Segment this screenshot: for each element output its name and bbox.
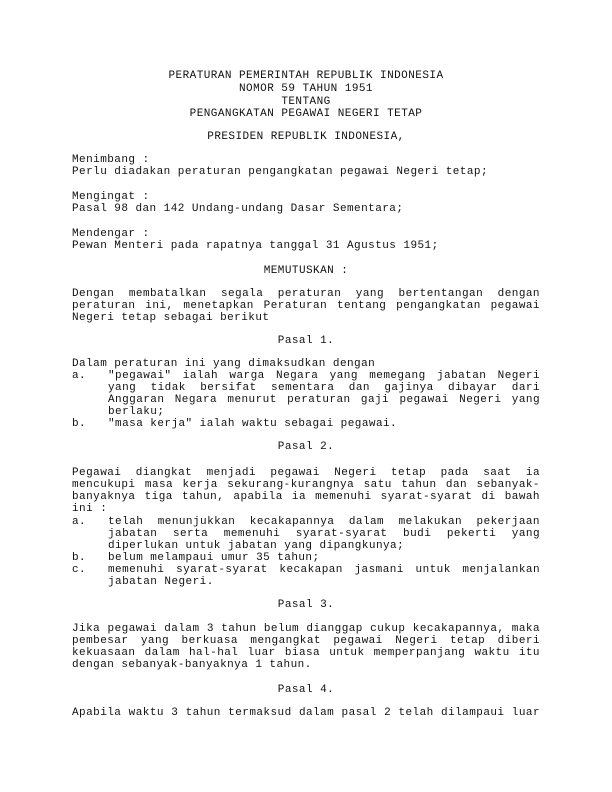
article-heading: Pasal 3. <box>277 599 335 611</box>
article-heading: Pasal 1. <box>277 335 335 347</box>
list-marker: a. <box>72 370 87 382</box>
list-item-line: Anggaran Negara menurut peraturan gaji pegawai Negeri yang <box>108 394 540 406</box>
list-item-line: diperlukan untuk jabatan yang dipangkunya; <box>108 540 405 552</box>
president-line: PRESIDEN REPUBLIK INDONESIA, <box>207 131 405 143</box>
article-text: Jika pegawai dalam 3 tahun belum dianggap cukup kecakapannya, maka <box>72 623 540 635</box>
title-line: PENGANGKATAN PEGAWAI NEGERI TETAP <box>189 108 423 120</box>
decision-heading: MEMUTUSKAN : <box>263 265 349 277</box>
article-heading: Pasal 4. <box>277 684 335 696</box>
list-item-line: "pegawai" ialah warga Negara yang memegang jabatan Negeri <box>108 370 540 382</box>
article-text: kekuasaan dalam hal-hal luar biasa untuk memperpanjang waktu itu <box>72 647 540 659</box>
consideration-label: Menimbang : <box>72 154 150 166</box>
list-marker: a. <box>72 516 87 528</box>
list-item-line: memenuhi syarat-syarat kecakapan jasmani untuk menjalankan <box>108 564 540 576</box>
title-line: NOMOR 59 TAHUN 1951 <box>239 83 373 95</box>
article-text: mencukupi masa kerja sekurang-kurangnya satu tahun dan sebanyak- <box>72 479 540 491</box>
consideration-label: Mendengar : <box>72 228 150 240</box>
list-item-line: berlaku; <box>108 406 165 418</box>
decision-line: peraturan ini, menetapkan Peraturan tentang pengangkatan pegawai <box>72 300 540 312</box>
list-item-line: belum melampaui umur 35 tahun; <box>108 552 320 564</box>
article-text: banyaknya tiga tahun, apabila ia memenuhi syarat-syarat di bawah <box>72 491 540 503</box>
article-text: ini : <box>72 503 108 515</box>
list-item-line: jabatan serta memenuhi syarat-syarat budi pekerti yang <box>108 528 540 540</box>
decision-line: Negeri tetap sebagai berikut <box>72 312 270 324</box>
list-item-line: yang tidak bersifat sementara dan gajinya dibayar dari <box>108 382 540 394</box>
consideration-text: Perlu diadakan peraturan pengangkatan pegawai Negeri tetap; <box>72 166 489 178</box>
consideration-text: Pewan Menteri pada rapatnya tanggal 31 Agustus 1951; <box>72 240 439 252</box>
article-text: Pegawai diangkat menjadi pegawai Negeri tetap pada saat ia <box>72 467 540 479</box>
list-item-line: telah menunjukkan kecakapannya dalam melakukan pekerjaan <box>108 516 540 528</box>
consideration-text: Pasal 98 dan 142 Undang-undang Dasar Sementara; <box>72 203 404 215</box>
list-marker: c. <box>72 564 87 576</box>
article-text: dengan sebanyak-banyaknya 1 tahun. <box>72 659 312 671</box>
title-line: PERATURAN PEMERINTAH REPUBLIK INDONESIA <box>168 70 444 82</box>
list-marker: b. <box>72 552 87 564</box>
article-text: pembesar yang berkuasa mengangkat pegawai Negeri tetap diberi <box>72 635 540 647</box>
list-item-line: "masa kerja" ialah waktu sebagai pegawai. <box>108 418 398 430</box>
decision-line: Dengan membatalkan segala peraturan yang bertentangan dengan <box>72 288 540 300</box>
list-item-line: jabatan Negeri. <box>108 576 214 588</box>
list-marker: b. <box>72 418 87 430</box>
title-line: TENTANG <box>281 96 331 108</box>
consideration-label: Mengingat : <box>72 191 150 203</box>
article-heading: Pasal 2. <box>277 441 335 453</box>
article-text: Apabila waktu 3 tahun termaksud dalam pasal 2 telah dilampaui luar <box>72 707 540 719</box>
article-text: Dalam peraturan ini yang dimaksudkan dengan <box>72 358 376 370</box>
